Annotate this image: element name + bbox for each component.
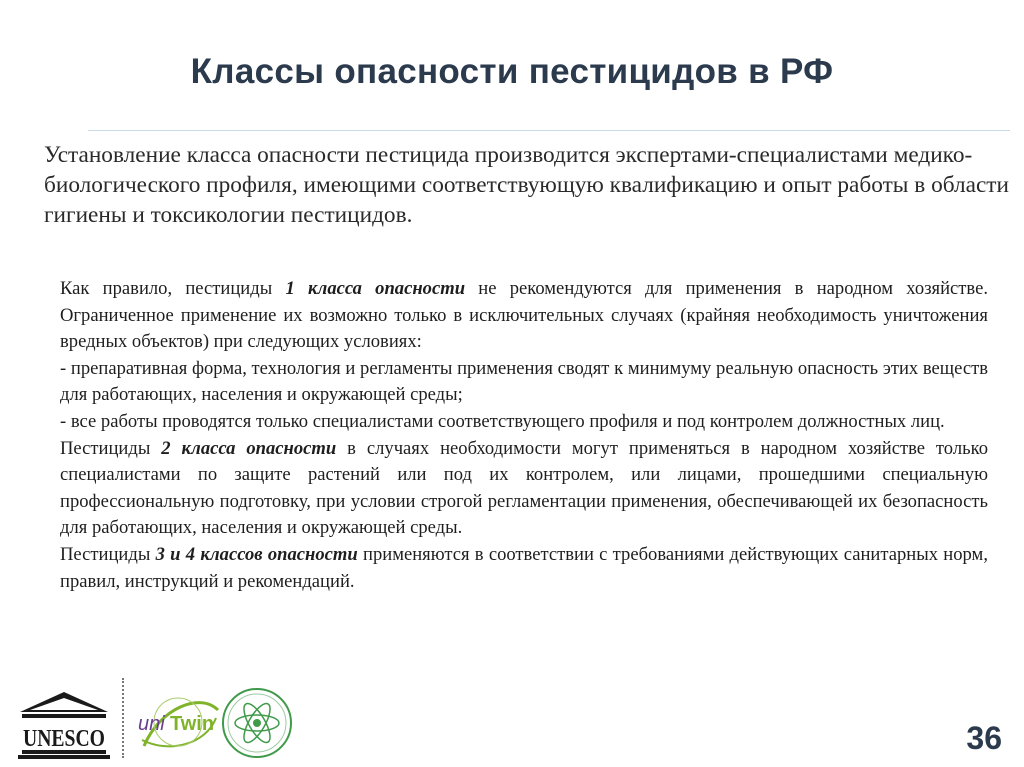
body-text xyxy=(60,276,988,595)
page-number: 36 xyxy=(966,720,1002,756)
paragraph-class-2 xyxy=(60,436,988,542)
intro-paragraph: Установление класса опасности пестицида производится экспертами-специалистами медико-биологического профиля, имеющими соответствующую квалификацию и опыт работы в области гигиены и токсикологии пестицидов. xyxy=(44,142,1009,228)
unesco-logo xyxy=(18,690,110,760)
title-divider xyxy=(88,130,1010,131)
unitwin-logo-twin: Twin xyxy=(170,713,215,735)
logo-divider xyxy=(122,678,124,758)
emphasis-class-3-4: 3 и 4 классов опасности xyxy=(155,543,358,565)
paragraph-text: Пестициды xyxy=(60,543,156,565)
atom-emblem-logo xyxy=(220,686,294,760)
paragraph-text: не рекомендуются для применения в народном хозяйстве. Ограниченное применение их возможно только в исключительных случаях (крайняя необходимость уничтожения вредных объектов) при следующих условиях: xyxy=(60,278,988,353)
paragraph-text: в случаях необходимости могут применяться в народном хозяйстве только специалистами по защите растений или под их контролем, или лицами, прошедшими специальную профессиональную подготовку, при условии строгой регламентации применения, обеспечивающей их безопасность для работающих, населения и окружающей среды. xyxy=(60,437,988,539)
emphasis-class-2: 2 класса опасности xyxy=(161,437,337,459)
paragraph-class-1 xyxy=(60,276,988,356)
emphasis-class-1: 1 класса опасности xyxy=(285,278,466,299)
unesco-logo-text: UNESCO xyxy=(23,726,105,752)
unitwin-logo xyxy=(130,688,226,758)
slide-title: Классы опасности пестицидов в РФ xyxy=(190,52,834,91)
unitwin-logo-uni: uni xyxy=(138,713,165,735)
paragraph-text: Пестициды xyxy=(60,437,162,459)
condition-item-2: - все работы проводятся только специалистами соответствующего профиля и под контролем должностных лиц. xyxy=(60,410,945,432)
paragraph-text: применяются в соответствии с требованиями действующих санитарных норм, правил, инструкций и рекомендаций. xyxy=(60,543,988,592)
paragraph-text: Как правило, пестициды xyxy=(60,278,286,299)
footer-logos xyxy=(18,676,318,762)
condition-item-1: - препаративная форма, технология и регламенты применения сводят к минимуму реальную опасность этих веществ для работающих, населения и окружающей среды; xyxy=(60,357,988,406)
paragraph-class-3-4 xyxy=(60,542,988,595)
